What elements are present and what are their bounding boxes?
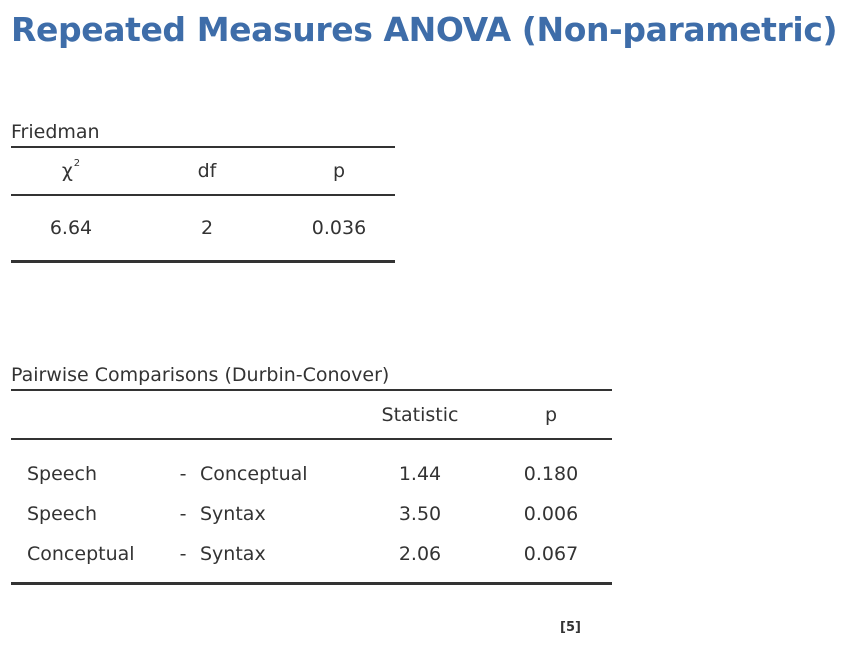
p-cell: 0.006 — [523, 503, 579, 525]
pairwise-table-title: Pairwise Comparisons (Durbin-Conover) — [11, 364, 390, 386]
page-heading: Repeated Measures ANOVA (Non-parametric) — [11, 10, 838, 49]
table-row — [11, 494, 612, 534]
level-b-header — [200, 390, 350, 439]
statistic-header: Statistic — [350, 390, 490, 439]
p-header: p — [283, 147, 395, 195]
separator-cell: - — [179, 503, 187, 525]
friedman-table-block — [11, 118, 395, 263]
reference-marker: [5] — [560, 620, 581, 635]
df-header: df — [131, 147, 283, 195]
df-value: 2 — [131, 195, 283, 262]
pairwise-p-header: p — [490, 390, 612, 439]
statistic-cell: 3.50 — [398, 503, 442, 525]
pairwise-header-row — [11, 390, 612, 439]
level-a-cell: Conceptual — [11, 534, 166, 584]
statistic-cell: 1.44 — [398, 463, 442, 485]
chi-symbol: χ — [61, 160, 73, 182]
pairwise-table-block — [11, 361, 612, 585]
chi-square-header — [11, 147, 131, 195]
chi-square-value: 6.64 — [11, 195, 131, 262]
statistic-cell: 2.06 — [350, 534, 490, 584]
level-a-cell: Speech — [27, 463, 97, 485]
friedman-header-row — [11, 147, 395, 195]
table-row — [11, 195, 395, 262]
level-b-cell: Syntax — [200, 503, 266, 525]
p-cell: 0.067 — [490, 534, 612, 584]
chi-superscript: 2 — [73, 157, 81, 169]
level-b-cell: Syntax — [200, 534, 350, 584]
p-value: 0.036 — [283, 195, 395, 262]
level-a-header — [11, 390, 166, 439]
separator-header — [166, 390, 200, 439]
table-row — [11, 439, 612, 494]
friedman-table-title: Friedman — [11, 121, 100, 143]
separator-cell: - — [166, 534, 200, 584]
separator-cell: - — [179, 463, 187, 485]
p-cell: 0.180 — [523, 463, 579, 485]
friedman-table — [11, 146, 395, 263]
pairwise-table — [11, 389, 612, 585]
level-a-cell: Speech — [27, 503, 97, 525]
table-row — [11, 534, 612, 584]
level-b-cell: Conceptual — [200, 463, 308, 485]
